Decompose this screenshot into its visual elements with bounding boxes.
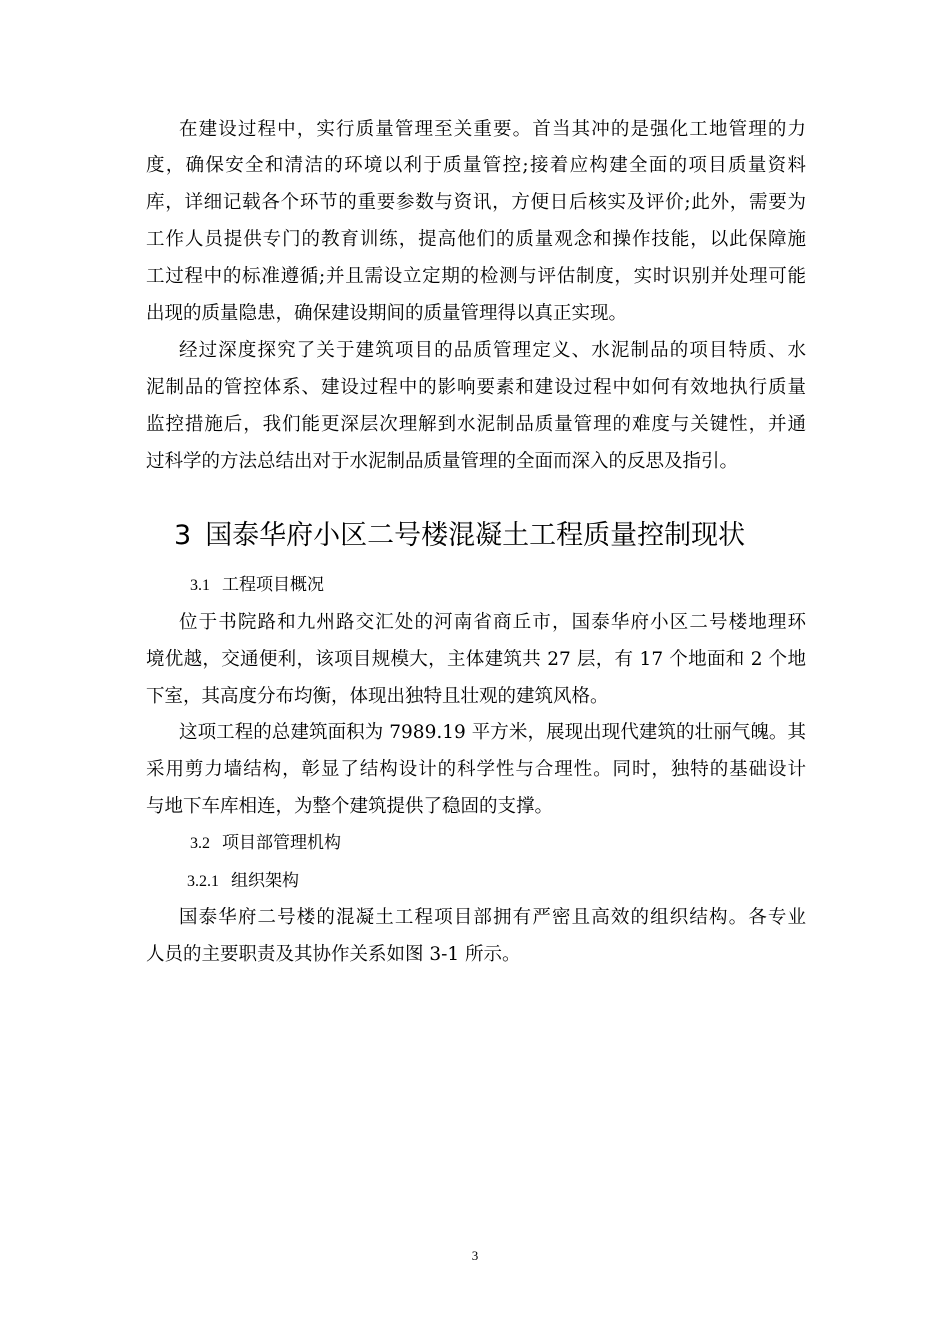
paragraph-line: 人员的主要职责及其协作关系如图 3-1 所示。 — [146, 944, 521, 965]
paragraph-line: 监控措施后，我们能更深层次理解到水泥制品质量管理的难度与关键性，并通 — [146, 414, 806, 435]
paragraph-line: 与地下车库相连，为整个建筑提供了稳固的支撑。 — [146, 796, 554, 817]
paragraph-line: 出现的质量隐患，确保建设期间的质量管理得以真正实现。 — [146, 303, 628, 324]
paragraph-line: 工过程中的标准遵循;并且需设立定期的检测与评估制度，实时识别并处理可能 — [146, 266, 806, 287]
paragraph-line: 过科学的方法总结出对于水泥制品质量管理的全面而深入的反思及指引。 — [146, 451, 739, 472]
section-title: 项目部管理机构 — [222, 833, 341, 853]
paragraph-line: 这项工程的总建筑面积为 7989.19 平方米，展现出现代建筑的壮丽气魄。其 — [179, 722, 806, 743]
paragraph-line: 位于书院路和九州路交汇处的河南省商丘市，国泰华府小区二号楼地理环 — [179, 612, 806, 633]
paragraph-line: 经过深度探究了关于建筑项目的品质管理定义、水泥制品的项目特质、水 — [179, 340, 806, 361]
chapter-title: 国泰华府小区二号楼混凝土工程质量控制现状 — [205, 520, 746, 551]
section-heading-3-2-1 — [187, 869, 299, 894]
paragraph-line: 下室，其高度分布均衡，体现出独特且壮观的建筑风格。 — [146, 686, 609, 707]
section-number: 3.2.1 — [187, 873, 219, 890]
paragraph-line: 采用剪力墙结构，彰显了结构设计的科学性与合理性。同时，独特的基础设计 — [146, 759, 806, 780]
chapter-heading — [174, 518, 745, 554]
paragraph-line: 国泰华府二号楼的混凝土工程项目部拥有严密且高效的组织结构。各专业 — [179, 907, 806, 928]
paragraph-line: 在建设过程中，实行质量管理至关重要。首当其冲的是强化工地管理的力 — [179, 119, 806, 140]
chapter-number: 3 — [174, 520, 192, 551]
section-title: 工程项目概况 — [222, 575, 324, 595]
paragraph-line: 度，确保安全和清洁的环境以利于质量管控;接着应构建全面的项目质量资料 — [146, 155, 806, 176]
paragraph-line: 工作人员提供专门的教育训练，提高他们的质量观念和操作技能，以此保障施 — [146, 229, 806, 250]
page-number: 3 — [471, 1248, 479, 1263]
section-number: 3.2 — [190, 835, 210, 852]
section-number: 3.1 — [190, 577, 210, 594]
section-title: 组织架构 — [231, 871, 299, 891]
section-heading-3-1 — [190, 573, 324, 598]
paragraph-line: 库，详细记载各个环节的重要参数与资讯，方便日后核实及评价;此外，需要为 — [146, 192, 806, 213]
paragraph-line: 境优越，交通便利，该项目规模大，主体建筑共 27 层，有 17 个地面和 2 个地 — [146, 649, 806, 670]
paragraph-line: 泥制品的管控体系、建设过程中的影响要素和建设过程中如何有效地执行质量 — [146, 377, 806, 398]
section-heading-3-2 — [190, 831, 341, 856]
